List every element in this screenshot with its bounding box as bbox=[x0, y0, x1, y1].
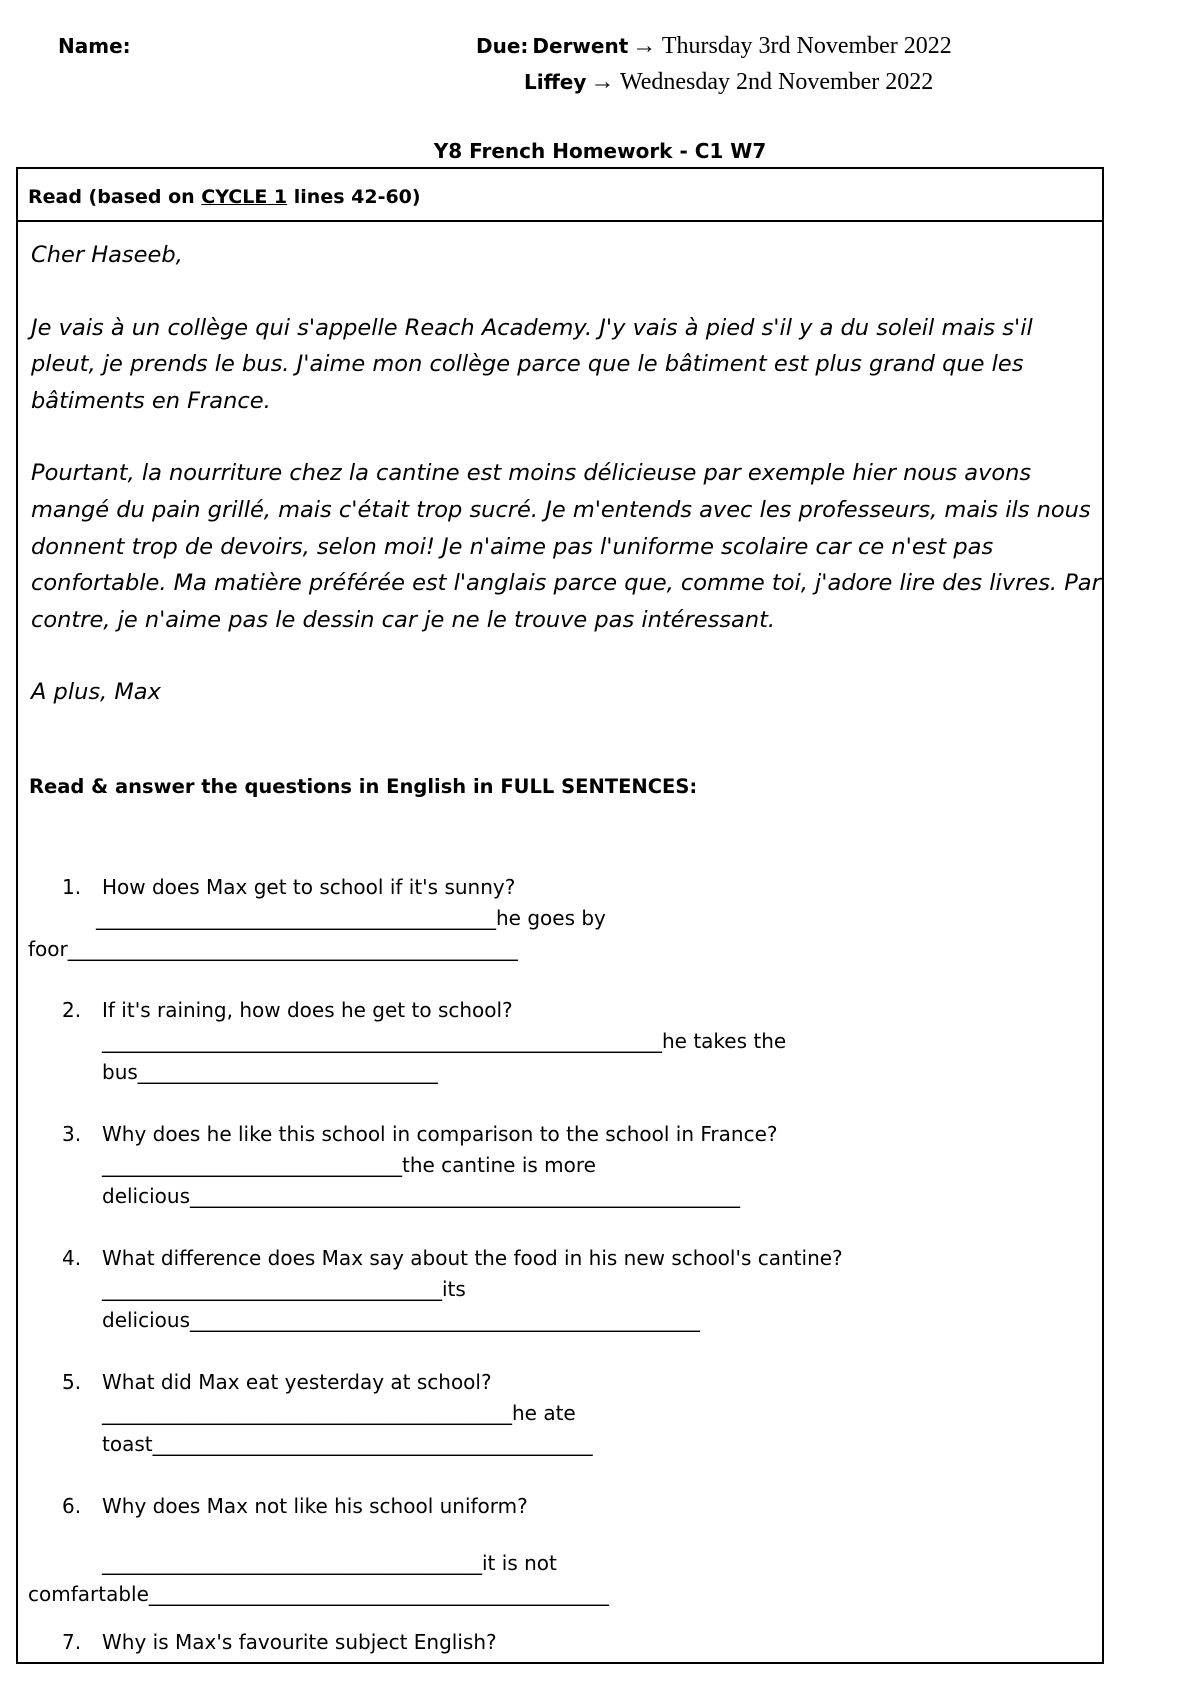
date-derwent: → Thursday 3rd November 2022 bbox=[632, 33, 952, 59]
answer-line: ________________________________________he goes by bbox=[96, 906, 606, 930]
due-label: Due: bbox=[476, 34, 529, 58]
question-number: 1. bbox=[62, 875, 82, 899]
answer-line: ________________________________________________________he takes the bbox=[102, 1029, 787, 1053]
answer-line: delicious___________________________________________________ bbox=[102, 1308, 700, 1332]
due-line-derwent bbox=[476, 33, 952, 69]
question-text: What did Max eat yesterday at school? bbox=[102, 1370, 492, 1394]
answer-line: delicious_______________________________________________________ bbox=[102, 1184, 740, 1208]
letter-paragraph-1: Je vais à un collège qui s'appelle Reach Academy. J'y vais à pied s'il y a du soleil mais s'il pleut, je prends le bus. J'aime mon collège parce que le bâtiment est plus grand que les bâtiments en France. bbox=[31, 314, 1033, 414]
name-label: Name: bbox=[58, 34, 131, 58]
question-text: Why does Max not like his school uniform? bbox=[102, 1494, 528, 1518]
answer-line: toast____________________________________________ bbox=[102, 1432, 593, 1456]
letter-greeting: Cher Haseeb, bbox=[31, 242, 183, 268]
question-number: 6. bbox=[62, 1494, 82, 1518]
due-line-liffey bbox=[476, 69, 952, 105]
class-derwent: Derwent bbox=[532, 34, 629, 58]
question-text: Why is Max's favourite subject English? bbox=[102, 1630, 497, 1654]
letter-text bbox=[31, 237, 1101, 711]
date-liffey: → Wednesday 2nd November 2022 bbox=[590, 69, 934, 95]
question-number: 5. bbox=[62, 1370, 82, 1394]
question-text: Why does he like this school in comparison to the school in France? bbox=[102, 1122, 778, 1146]
question-number: 4. bbox=[62, 1246, 82, 1270]
question-text: How does Max get to school if it's sunny? bbox=[102, 875, 516, 899]
letter-paragraph-2: Pourtant, la nourriture chez la cantine est moins délicieuse par exemple hier nous avons mangé du pain grillé, mais c'était trop sucré. Je m'entends avec les professeurs, mais ils nous donnent trop de devoirs, selon moi! Je n'aime pas l'uniforme scolaire car ce n'est pas confortable. Ma matière préférée est l'anglais parce que, comme toi, j'adore lire des livres. Par contre, je n'aime pas le dessin car je ne le trouve pas intéressant. bbox=[31, 460, 1101, 633]
read-header bbox=[18, 169, 1102, 222]
answer-line: __________________________________its bbox=[102, 1277, 466, 1301]
answer-line: comfartable______________________________________________ bbox=[28, 1582, 609, 1606]
answer-line: foor_____________________________________________ bbox=[28, 937, 518, 961]
question-text: If it's raining, how does he get to school? bbox=[102, 998, 513, 1022]
question-number: 7. bbox=[62, 1630, 82, 1654]
homework-box bbox=[16, 167, 1104, 1664]
class-liffey: Liffey bbox=[524, 70, 587, 94]
instructions: Read & answer the questions in English in FULL SENTENCES: bbox=[29, 775, 698, 798]
answer-line: bus______________________________ bbox=[102, 1060, 438, 1084]
due-dates bbox=[476, 33, 952, 105]
question-number: 2. bbox=[62, 998, 82, 1022]
question-text: What difference does Max say about the food in his new school's cantine? bbox=[102, 1246, 843, 1270]
question-number: 3. bbox=[62, 1122, 82, 1146]
cycle-link-text: CYCLE 1 bbox=[201, 186, 288, 208]
page-title: Y8 French Homework - C1 W7 bbox=[433, 139, 767, 163]
answer-line: ______________________________________it is not bbox=[102, 1551, 557, 1575]
letter-signoff: A plus, Max bbox=[31, 679, 161, 706]
read-suffix: lines 42-60) bbox=[287, 186, 421, 208]
answer-line: _________________________________________he ate bbox=[102, 1401, 576, 1425]
read-prefix: Read (based on bbox=[28, 186, 202, 208]
answer-line: ______________________________the cantine is more bbox=[102, 1153, 596, 1177]
